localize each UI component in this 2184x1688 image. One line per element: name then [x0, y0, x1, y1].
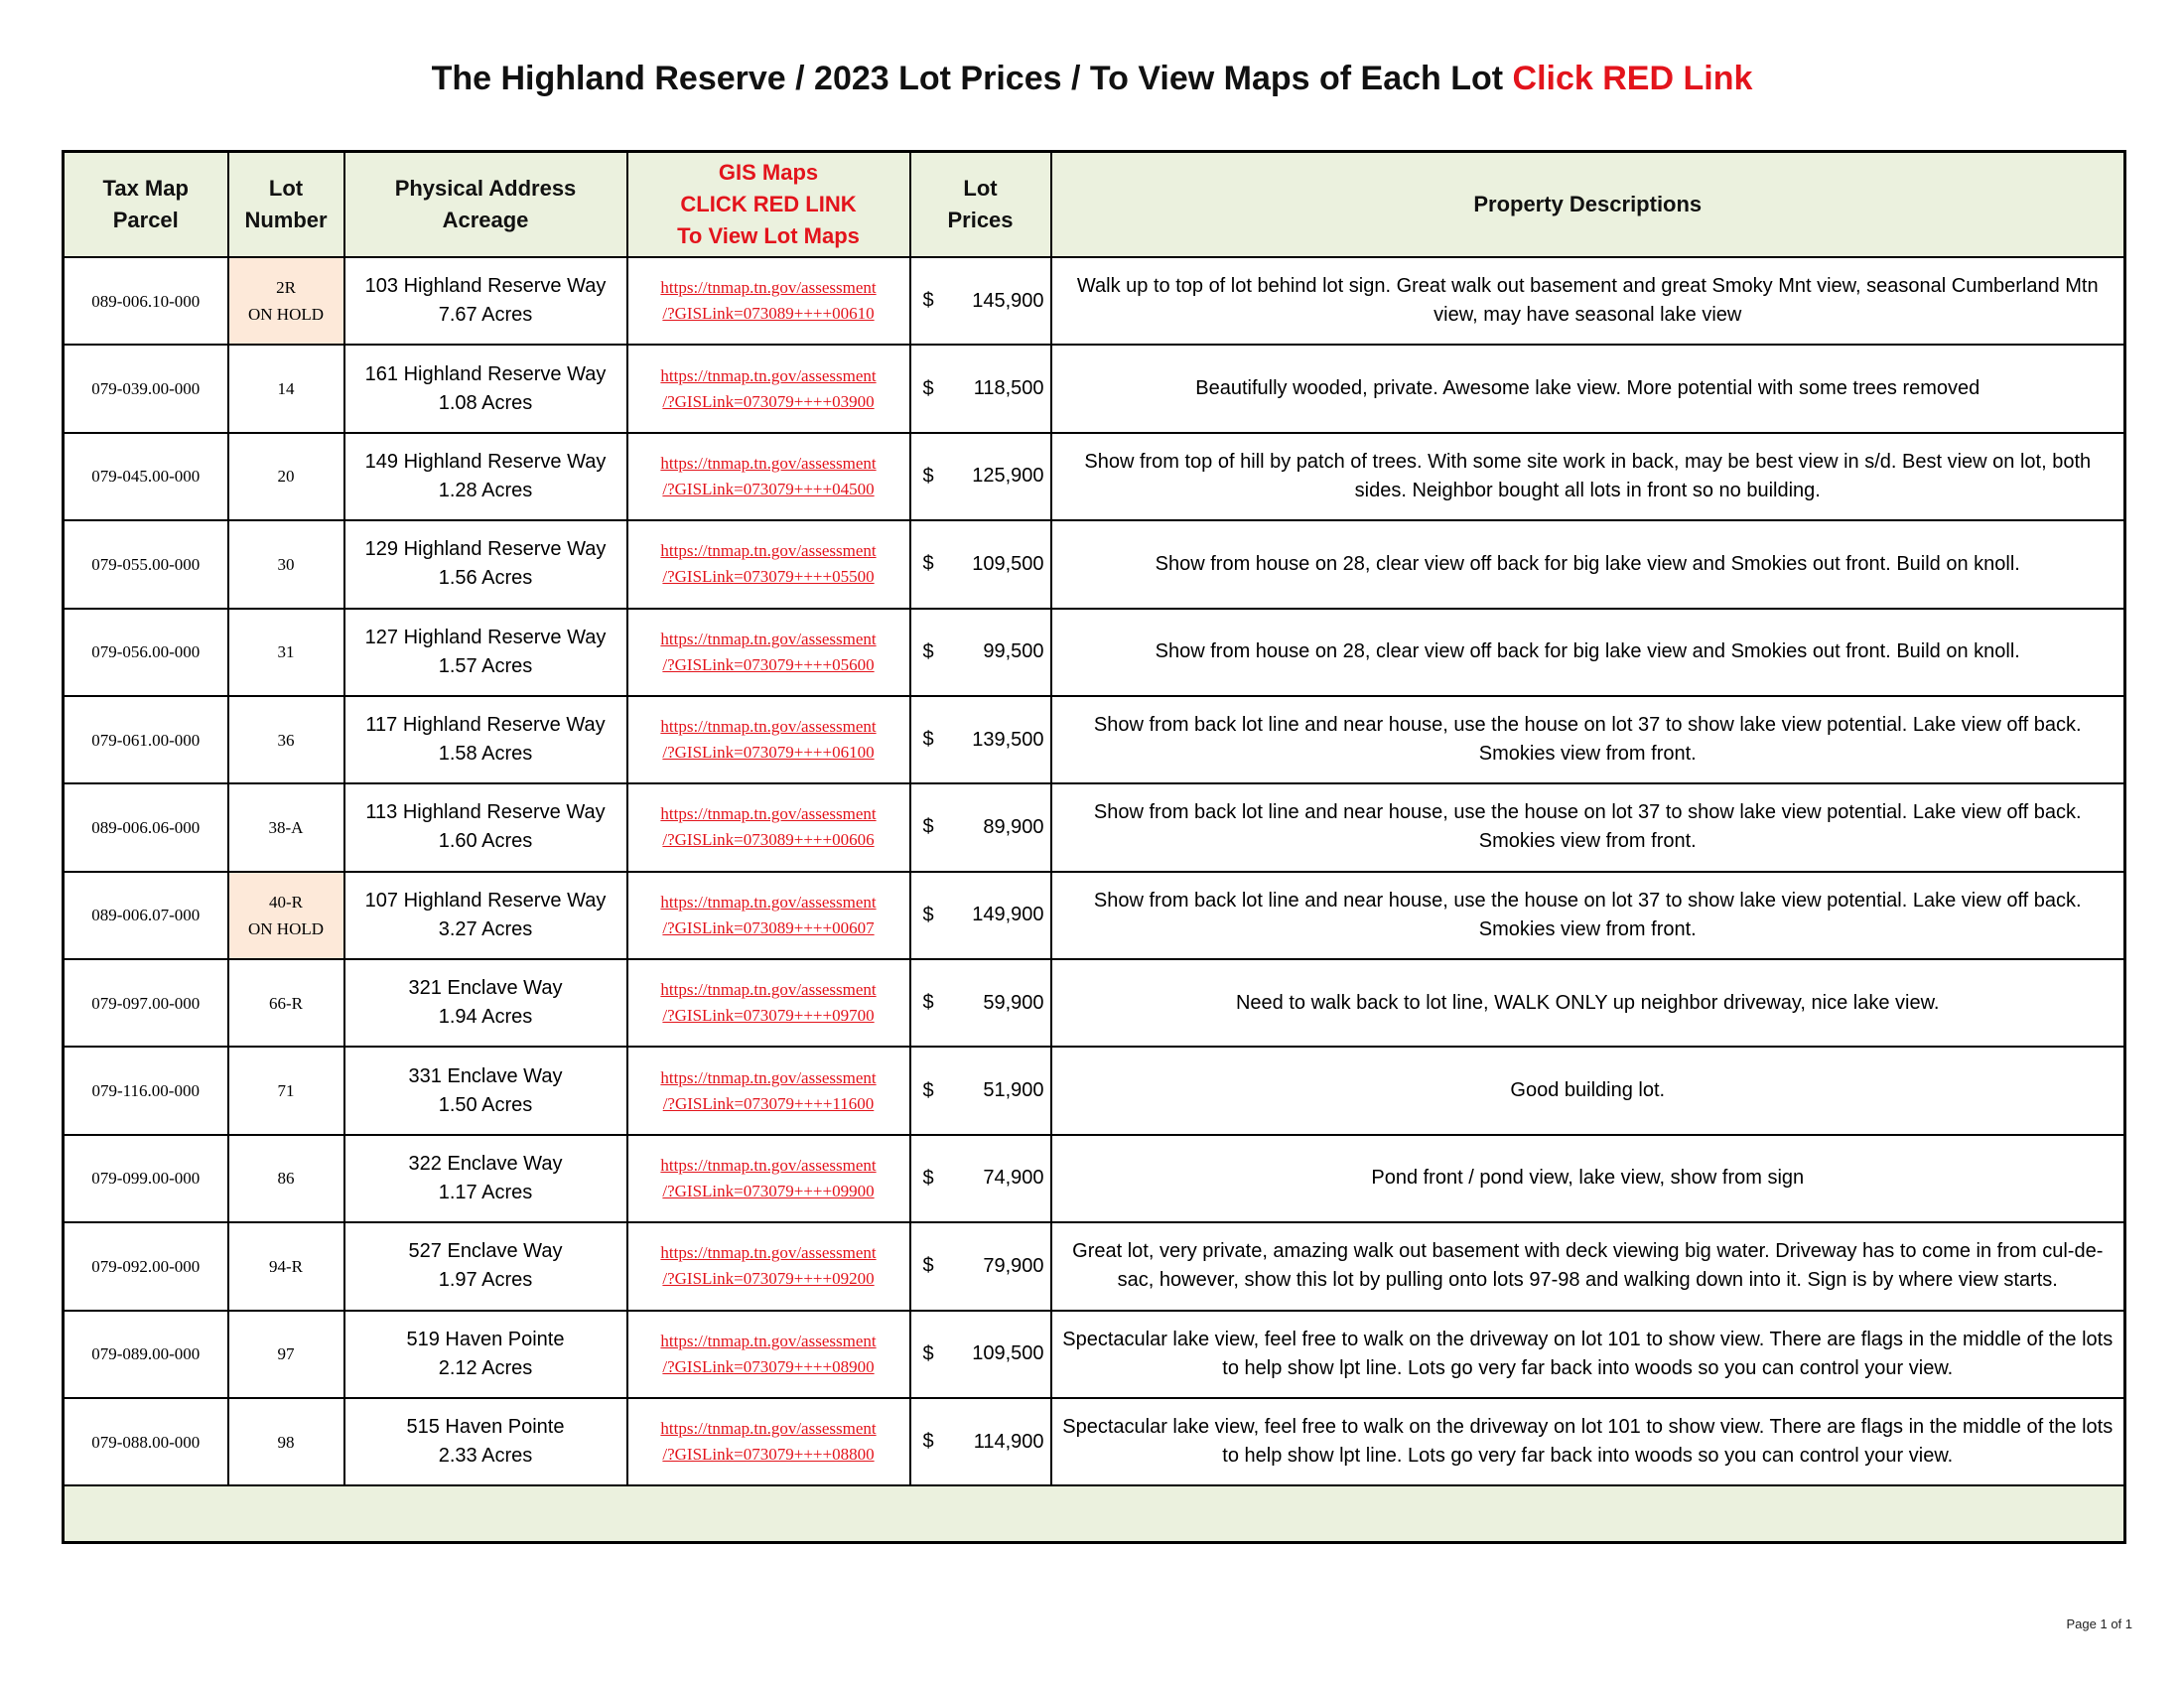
- gis-map-link[interactable]: [630, 363, 907, 415]
- gis-map-link[interactable]: [630, 1240, 907, 1292]
- gis-link-cell: [627, 1047, 910, 1134]
- gis-link-line-1[interactable]: https://tnmap.tn.gov/assessment: [660, 892, 877, 912]
- tax-map-parcel-cell: 079-039.00-000: [64, 345, 228, 432]
- header-parcel-line-2: Parcel: [112, 208, 179, 232]
- lot-price: 59,900: [983, 991, 1044, 1014]
- lot-number: 31: [277, 642, 295, 662]
- lot-number: 97: [277, 1344, 295, 1364]
- property-description: Show from top of hill by patch of trees. With some site work in back, may be best view in s/d. Best view on lot, both sides. Neighbor bought all lots in front so no building.: [1051, 433, 2125, 520]
- property-description: Need to walk back to lot line, WALK ONLY up neighbor driveway, nice lake view.: [1051, 959, 2125, 1047]
- physical-address: 515 Haven Pointe: [406, 1416, 565, 1439]
- lot-price: 114,900: [973, 1430, 1044, 1453]
- gis-map-link[interactable]: [630, 1329, 907, 1380]
- lot-number-cell: [228, 1398, 344, 1485]
- table-row: [64, 345, 2125, 432]
- gis-link-cell: [627, 609, 910, 696]
- table-row: [64, 609, 2125, 696]
- gis-link-line-2[interactable]: /?GISLink=073079++++05600: [662, 654, 875, 674]
- property-description: Show from back lot line and near house, use the house on lot 37 to show lake view potential. Lake view off back. Smokies view from front.: [1051, 872, 2125, 959]
- header-price-line-2: Prices: [947, 208, 1014, 232]
- lot-price-cell: [910, 1047, 1051, 1134]
- lot-number: 40-R: [269, 892, 303, 912]
- gis-link-cell: [627, 1135, 910, 1222]
- header-lot-line-1: Lot: [268, 176, 304, 201]
- lot-price: 118,500: [973, 377, 1044, 400]
- physical-address: 127 Highland Reserve Way: [364, 626, 607, 648]
- gis-link-line-1[interactable]: https://tnmap.tn.gov/assessment: [660, 1155, 877, 1175]
- address-cell: [344, 609, 627, 696]
- gis-map-link[interactable]: [630, 627, 907, 678]
- acreage: 3.27 Acres: [438, 917, 533, 940]
- property-description: Show from back lot line and near house, use the house on lot 37 to show lake view potential. Lake view off back. Smokies view from front.: [1051, 696, 2125, 783]
- lot-number: 38-A: [268, 817, 304, 837]
- lot-number-cell: [228, 609, 344, 696]
- lot-number: 20: [277, 467, 295, 487]
- header-address-line-1: Physical Address: [394, 176, 577, 201]
- acreage: 1.57 Acres: [438, 654, 533, 677]
- header-lot-number: [228, 152, 344, 258]
- on-hold-label: ON HOLD: [247, 918, 325, 938]
- acreage: 7.67 Acres: [438, 304, 533, 327]
- header-gis-line-3: To View Lot Maps: [677, 223, 860, 248]
- gis-map-link[interactable]: [630, 275, 907, 327]
- property-description: Great lot, very private, amazing walk out basement with deck viewing big water. Driveway has to come in from cul-de-sac, however, show this lot by pulling onto lots 97-98 and walking down into it. Sign is by where view starts.: [1051, 1222, 2125, 1310]
- table-row: [64, 520, 2125, 608]
- tax-map-parcel-cell: 089-006.07-000: [64, 872, 228, 959]
- lot-number-cell: [228, 257, 344, 345]
- gis-map-link[interactable]: [630, 1153, 907, 1204]
- lot-number: 2R: [276, 278, 296, 298]
- lot-number-cell: [228, 959, 344, 1047]
- tax-map-parcel-cell: 079-056.00-000: [64, 609, 228, 696]
- header-gis-maps: [627, 152, 910, 258]
- gis-map-link[interactable]: [630, 801, 907, 853]
- gis-map-link[interactable]: [630, 1065, 907, 1117]
- page-number: Page 1 of 1: [2066, 1617, 2132, 1631]
- table-row: [64, 1311, 2125, 1398]
- lot-number-cell: [228, 872, 344, 959]
- gis-link-line-2[interactable]: /?GISLink=073079++++11600: [662, 1093, 875, 1113]
- property-description: Show from house on 28, clear view off back for big lake view and Smokies out front. Build on knoll.: [1051, 609, 2125, 696]
- lot-price-cell: [910, 433, 1051, 520]
- lot-price: 79,900: [983, 1254, 1044, 1277]
- lot-price-cell: [910, 609, 1051, 696]
- table-row: [64, 257, 2125, 345]
- gis-link-cell: [627, 433, 910, 520]
- tax-map-parcel-cell: 079-099.00-000: [64, 1135, 228, 1222]
- currency-symbol: $: [922, 991, 934, 1014]
- gis-link-line-1[interactable]: https://tnmap.tn.gov/assessment: [660, 278, 877, 298]
- title-red-text: Click RED Link: [1512, 60, 1753, 97]
- gis-link-cell: [627, 345, 910, 432]
- gis-link-line-2[interactable]: /?GISLink=073089++++00610: [662, 304, 875, 324]
- acreage: 2.33 Acres: [438, 1445, 533, 1468]
- header-parcel-line-1: Tax Map: [102, 176, 189, 201]
- lot-number-cell: [228, 520, 344, 608]
- lot-number-cell: [228, 345, 344, 432]
- gis-link-line-1[interactable]: https://tnmap.tn.gov/assessment: [660, 365, 877, 385]
- table-row: [64, 433, 2125, 520]
- property-description: Pond front / pond view, lake view, show from sign: [1051, 1135, 2125, 1222]
- lot-number: 98: [277, 1432, 295, 1452]
- lot-price-cell: [910, 1398, 1051, 1485]
- physical-address: 107 Highland Reserve Way: [364, 889, 607, 912]
- lot-price-cell: [910, 696, 1051, 783]
- table-row: [64, 783, 2125, 871]
- address-cell: [344, 1047, 627, 1134]
- gis-link-cell: [627, 1398, 910, 1485]
- tax-map-parcel-cell: 079-055.00-000: [64, 520, 228, 608]
- gis-link-cell: [627, 696, 910, 783]
- header-physical-address: [344, 152, 627, 258]
- lot-price-cell: [910, 959, 1051, 1047]
- address-cell: [344, 783, 627, 871]
- property-description: Spectacular lake view, feel free to walk on the driveway on lot 101 to show view. There are flags in the middle of the lots to help show lpt line. Lots go very far back into woods so you can control your view.: [1051, 1398, 2125, 1485]
- gis-link-cell: [627, 783, 910, 871]
- gis-link-line-1[interactable]: https://tnmap.tn.gov/assessment: [660, 1067, 877, 1087]
- lot-price: 51,900: [983, 1079, 1044, 1102]
- currency-symbol: $: [922, 640, 934, 663]
- table-row: [64, 1222, 2125, 1310]
- lot-number-cell: [228, 1135, 344, 1222]
- currency-symbol: $: [922, 728, 934, 751]
- lot-number-cell: [228, 1311, 344, 1398]
- lot-price: 139,500: [972, 728, 1044, 751]
- gis-link-cell: [627, 257, 910, 345]
- acreage: 1.56 Acres: [438, 567, 533, 590]
- gis-link-line-1[interactable]: https://tnmap.tn.gov/assessment: [660, 541, 877, 561]
- gis-link-line-2[interactable]: /?GISLink=073079++++05500: [662, 567, 875, 587]
- acreage: 1.94 Acres: [438, 1006, 533, 1029]
- lot-number: 30: [277, 554, 295, 574]
- acreage: 1.60 Acres: [438, 830, 533, 853]
- lot-price-cell: [910, 872, 1051, 959]
- address-cell: [344, 1398, 627, 1485]
- physical-address: 103 Highland Reserve Way: [364, 275, 607, 298]
- tax-map-parcel-cell: 079-045.00-000: [64, 433, 228, 520]
- gis-link-cell: [627, 872, 910, 959]
- lot-price-cell: [910, 345, 1051, 432]
- property-description: Walk up to top of lot behind lot sign. Great walk out basement and great Smoky Mnt view, seasonal Cumberland Mtn view, may have seasonal lake view: [1051, 257, 2125, 345]
- gis-link-line-2[interactable]: /?GISLink=073079++++09900: [662, 1181, 875, 1200]
- lot-number-cell: [228, 1047, 344, 1134]
- physical-address: 519 Haven Pointe: [406, 1328, 565, 1350]
- header-lot-prices: [910, 152, 1051, 258]
- gis-link-line-2[interactable]: /?GISLink=073079++++08900: [662, 1356, 875, 1376]
- currency-symbol: $: [922, 465, 934, 488]
- lot-price: 109,500: [972, 552, 1044, 575]
- gis-link-line-2[interactable]: /?GISLink=073079++++04500: [662, 479, 875, 498]
- table-row: [64, 1047, 2125, 1134]
- table-footer-cell: [64, 1485, 2125, 1542]
- lot-price: 125,900: [972, 465, 1044, 488]
- acreage: 1.28 Acres: [438, 479, 533, 501]
- currency-symbol: $: [922, 1079, 934, 1102]
- lot-price: 74,900: [983, 1167, 1044, 1190]
- physical-address: 527 Enclave Way: [408, 1240, 563, 1263]
- header-row: [64, 152, 2125, 258]
- gis-link-line-2[interactable]: /?GISLink=073079++++03900: [662, 391, 875, 411]
- lot-number: 94-R: [269, 1256, 303, 1276]
- gis-link-line-1[interactable]: https://tnmap.tn.gov/assessment: [660, 1419, 877, 1439]
- acreage: 1.58 Acres: [438, 743, 533, 766]
- lot-price: 89,900: [983, 815, 1044, 838]
- acreage: 1.50 Acres: [438, 1093, 533, 1116]
- gis-link-line-1[interactable]: https://tnmap.tn.gov/assessment: [660, 717, 877, 737]
- header-gis-line-2: CLICK RED LINK: [680, 192, 857, 216]
- tax-map-parcel-cell: 079-061.00-000: [64, 696, 228, 783]
- gis-link-line-2[interactable]: /?GISLink=073079++++09700: [662, 1006, 875, 1026]
- header-price-line-1: Lot: [963, 176, 998, 201]
- lot-price-cell: [910, 1135, 1051, 1222]
- currency-symbol: $: [922, 289, 934, 312]
- address-cell: [344, 257, 627, 345]
- gis-link-cell: [627, 1222, 910, 1310]
- table-row: [64, 1135, 2125, 1222]
- tax-map-parcel-cell: 079-116.00-000: [64, 1047, 228, 1134]
- currency-symbol: $: [922, 1430, 934, 1453]
- lot-price-cell: [910, 783, 1051, 871]
- gis-link-cell: [627, 1311, 910, 1398]
- lot-price: 149,900: [972, 904, 1044, 926]
- lot-number: 71: [277, 1081, 295, 1101]
- gis-link-cell: [627, 520, 910, 608]
- lot-price-cell: [910, 520, 1051, 608]
- lot-price-cell: [910, 1311, 1051, 1398]
- table-row: [64, 872, 2125, 959]
- gis-link-line-1[interactable]: https://tnmap.tn.gov/assessment: [660, 453, 877, 473]
- gis-link-line-2[interactable]: /?GISLink=073089++++00606: [662, 830, 875, 850]
- address-cell: [344, 872, 627, 959]
- property-description: Show from house on 28, clear view off back for big lake view and Smokies out front. Build on knoll.: [1051, 520, 2125, 608]
- currency-symbol: $: [922, 1342, 934, 1365]
- address-cell: [344, 433, 627, 520]
- table-row: [64, 959, 2125, 1047]
- gis-link-line-2[interactable]: /?GISLink=073079++++09200: [662, 1269, 875, 1289]
- currency-symbol: $: [922, 552, 934, 575]
- gis-map-link[interactable]: [630, 1416, 907, 1468]
- property-description: Spectacular lake view, feel free to walk on the driveway on lot 101 to show view. There are flags in the middle of the lots to help show lpt line. Lots go very far back into woods so you can control your view.: [1051, 1311, 2125, 1398]
- lot-number-cell: [228, 783, 344, 871]
- header-address-line-2: Acreage: [442, 208, 529, 232]
- physical-address: 322 Enclave Way: [408, 1152, 563, 1175]
- property-description: Good building lot.: [1051, 1047, 2125, 1134]
- property-description: Show from back lot line and near house, use the house on lot 37 to show lake view potential. Lake view off back. Smokies view from front.: [1051, 783, 2125, 871]
- lot-price-cell: [910, 257, 1051, 345]
- gis-link-cell: [627, 959, 910, 1047]
- gis-link-line-2[interactable]: /?GISLink=073079++++06100: [662, 743, 875, 763]
- address-cell: [344, 696, 627, 783]
- address-cell: [344, 1311, 627, 1398]
- gis-link-line-2[interactable]: /?GISLink=073089++++00607: [662, 917, 875, 937]
- property-description: Beautifully wooded, private. Awesome lake view. More potential with some trees removed: [1051, 345, 2125, 432]
- header-gis-line-1: GIS Maps: [718, 160, 819, 185]
- table-row: [64, 696, 2125, 783]
- gis-map-link[interactable]: [630, 538, 907, 590]
- physical-address: 149 Highland Reserve Way: [364, 450, 607, 473]
- gis-map-link[interactable]: [630, 714, 907, 766]
- gis-link-line-1[interactable]: https://tnmap.tn.gov/assessment: [660, 980, 877, 1000]
- physical-address: 161 Highland Reserve Way: [364, 362, 607, 385]
- currency-symbol: $: [922, 904, 934, 926]
- acreage: 1.97 Acres: [438, 1269, 533, 1292]
- tax-map-parcel-cell: 089-006.10-000: [64, 257, 228, 345]
- currency-symbol: $: [922, 1254, 934, 1277]
- header-property-descriptions: Property Descriptions: [1051, 152, 2125, 258]
- tax-map-parcel-cell: 079-092.00-000: [64, 1222, 228, 1310]
- lot-price-cell: [910, 1222, 1051, 1310]
- gis-link-line-1[interactable]: https://tnmap.tn.gov/assessment: [660, 1243, 877, 1263]
- lot-number-cell: [228, 1222, 344, 1310]
- physical-address: 113 Highland Reserve Way: [365, 801, 606, 824]
- physical-address: 129 Highland Reserve Way: [364, 538, 607, 561]
- gis-map-link[interactable]: [630, 451, 907, 502]
- currency-symbol: $: [922, 377, 934, 400]
- lot-number: 36: [277, 730, 295, 750]
- physical-address: 331 Enclave Way: [408, 1064, 563, 1087]
- header-lot-line-2: Number: [244, 208, 328, 232]
- lot-number: 14: [277, 379, 295, 399]
- on-hold-label: ON HOLD: [247, 305, 325, 325]
- acreage: 1.17 Acres: [438, 1181, 533, 1203]
- tax-map-parcel-cell: 079-097.00-000: [64, 959, 228, 1047]
- lot-number-cell: [228, 433, 344, 520]
- gis-link-line-2[interactable]: /?GISLink=073079++++08800: [662, 1445, 875, 1465]
- gis-link-line-1[interactable]: https://tnmap.tn.gov/assessment: [660, 1331, 877, 1350]
- gis-map-link[interactable]: [630, 890, 907, 941]
- currency-symbol: $: [922, 815, 934, 838]
- gis-link-line-1[interactable]: https://tnmap.tn.gov/assessment: [660, 629, 877, 648]
- gis-map-link[interactable]: [630, 977, 907, 1029]
- address-cell: [344, 1222, 627, 1310]
- lot-prices-table: [62, 150, 2126, 1544]
- page-title: [0, 60, 2184, 98]
- title-text: The Highland Reserve / 2023 Lot Prices / To View Maps of Each Lot: [431, 60, 1513, 97]
- lot-number: 86: [277, 1169, 295, 1189]
- tax-map-parcel-cell: 079-089.00-000: [64, 1311, 228, 1398]
- lot-price: 145,900: [972, 289, 1044, 312]
- lot-price: 109,500: [972, 1342, 1044, 1365]
- tax-map-parcel-cell: 089-006.06-000: [64, 783, 228, 871]
- header-tax-map-parcel: [64, 152, 228, 258]
- acreage: 1.08 Acres: [438, 391, 533, 414]
- gis-link-line-1[interactable]: https://tnmap.tn.gov/assessment: [660, 804, 877, 824]
- lot-price: 99,500: [983, 640, 1044, 663]
- address-cell: [344, 520, 627, 608]
- physical-address: 117 Highland Reserve Way: [365, 714, 606, 737]
- address-cell: [344, 959, 627, 1047]
- lot-number: 66-R: [269, 993, 303, 1013]
- table-footer-row: [64, 1485, 2125, 1542]
- address-cell: [344, 1135, 627, 1222]
- currency-symbol: $: [922, 1167, 934, 1190]
- lot-number-cell: [228, 696, 344, 783]
- physical-address: 321 Enclave Way: [408, 977, 563, 1000]
- tax-map-parcel-cell: 079-088.00-000: [64, 1398, 228, 1485]
- acreage: 2.12 Acres: [438, 1356, 533, 1379]
- table-row: [64, 1398, 2125, 1485]
- address-cell: [344, 345, 627, 432]
